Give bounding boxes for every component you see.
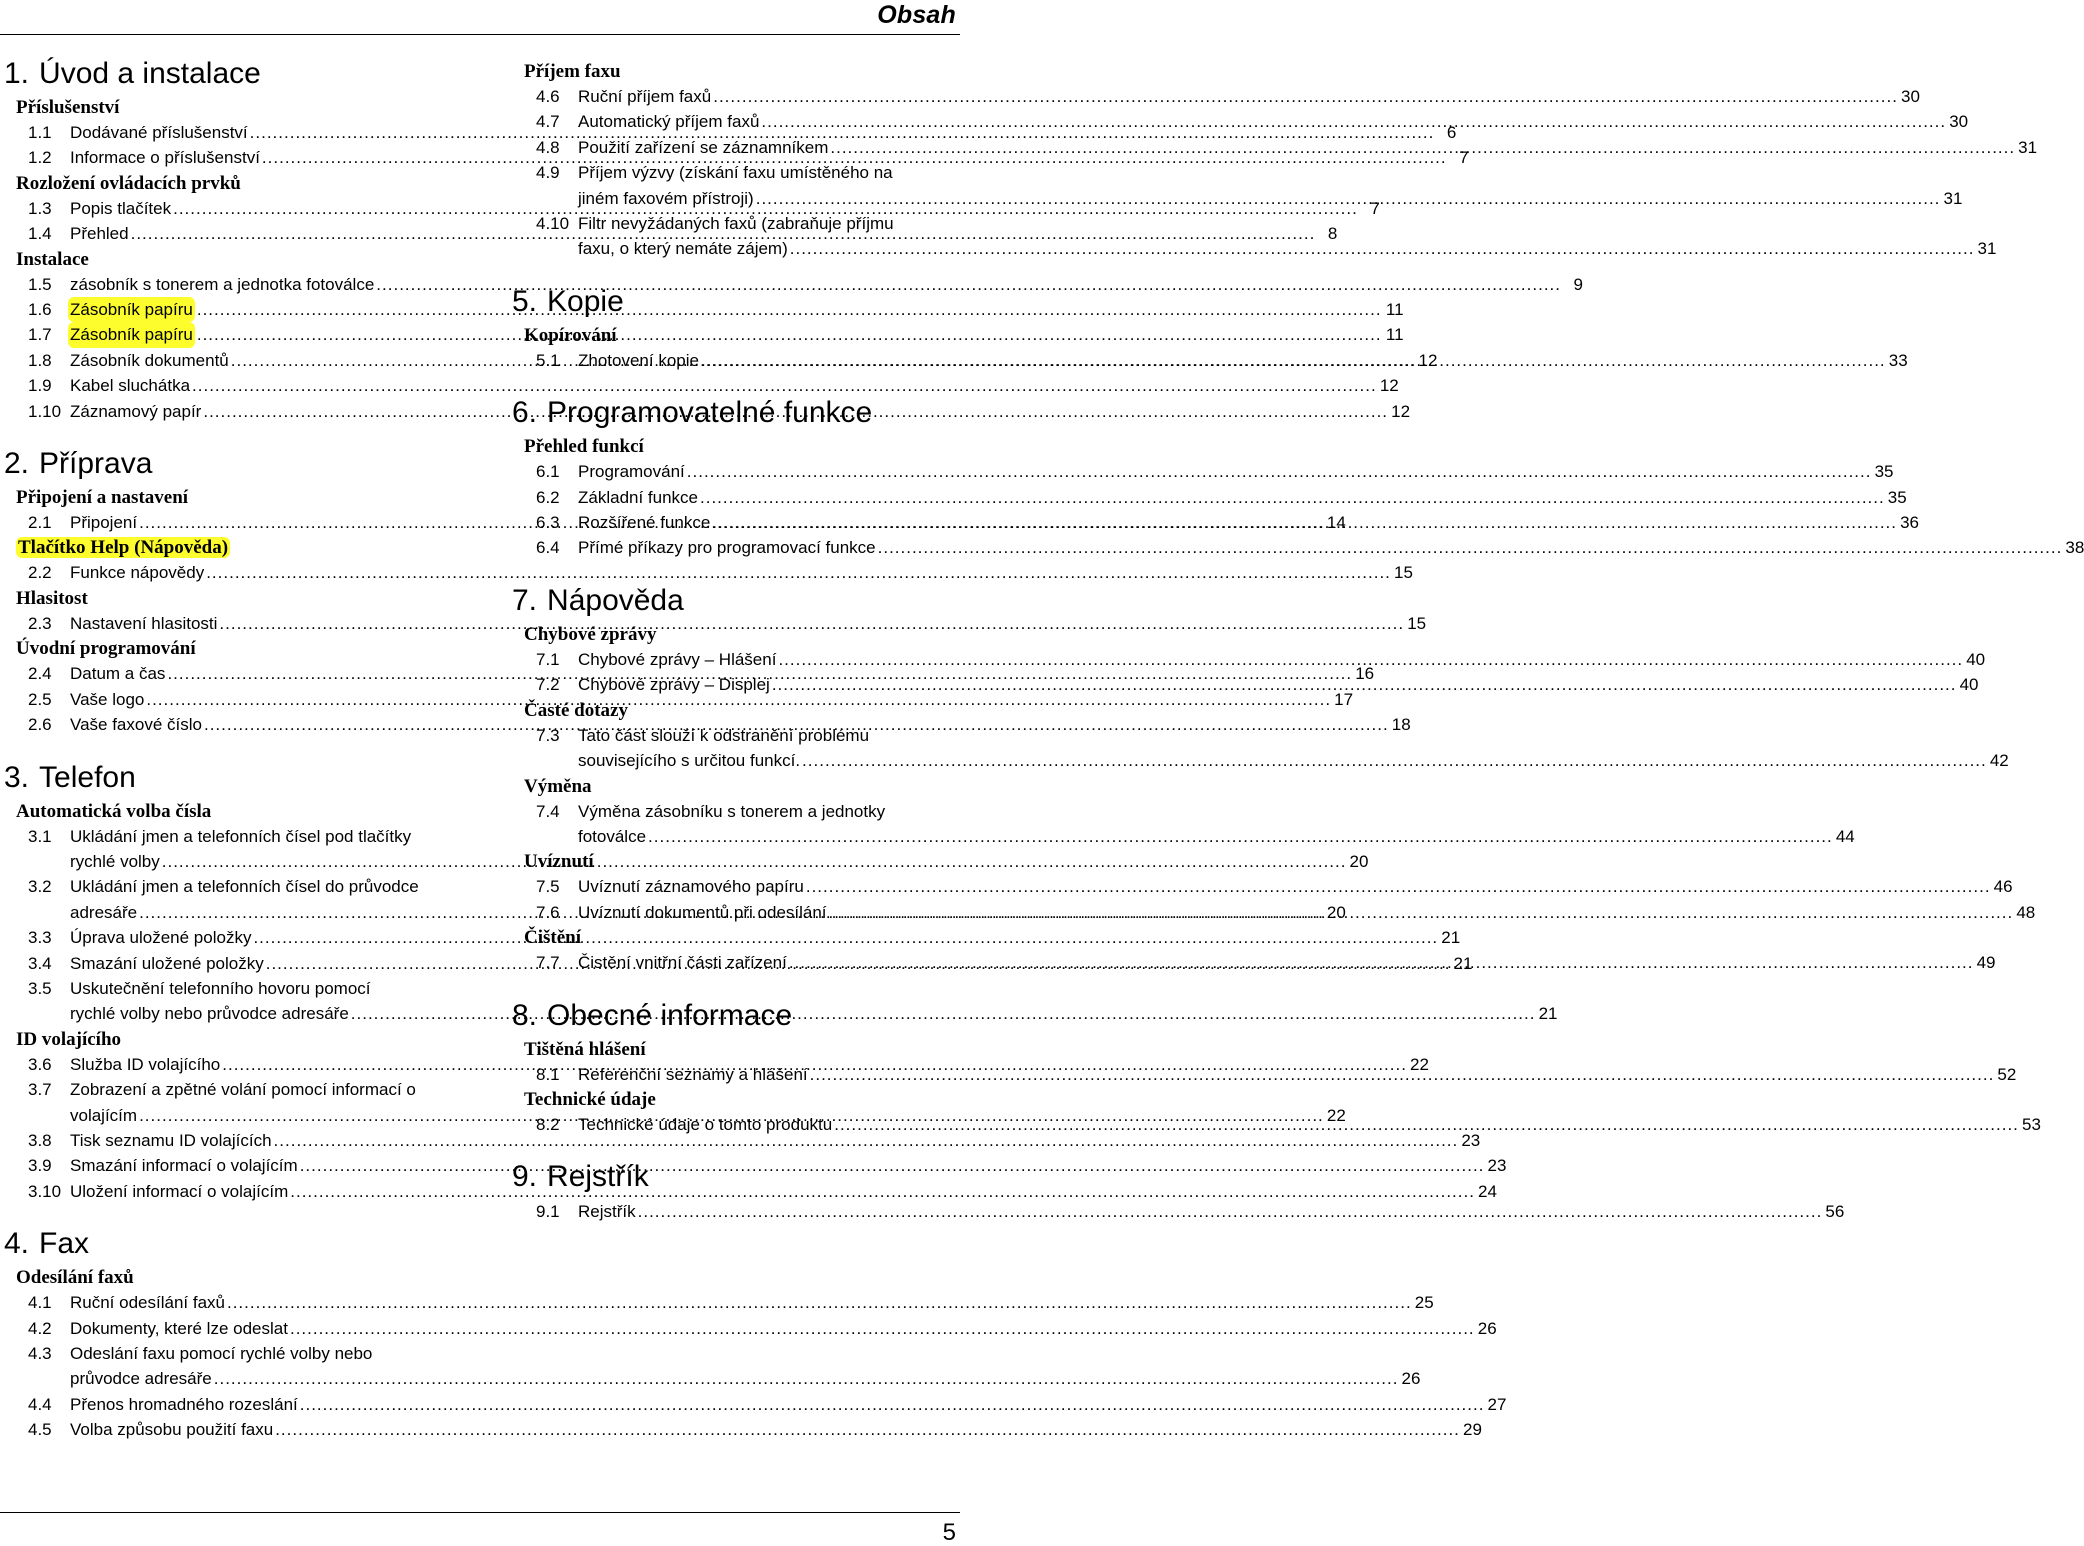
toc-entry[interactable] bbox=[4, 1417, 1482, 1442]
entry-number: 7.2 bbox=[536, 675, 560, 695]
entry-number: 7.7 bbox=[536, 953, 560, 973]
entry-number: 3.8 bbox=[28, 1130, 52, 1150]
toc-entry[interactable] bbox=[512, 211, 1997, 262]
section-heading[interactable]: Hlasitost bbox=[16, 587, 88, 609]
chapter-heading[interactable] bbox=[512, 393, 958, 433]
entry-title: Programování bbox=[578, 462, 685, 482]
chapter-heading[interactable] bbox=[512, 581, 958, 621]
dot-leader bbox=[214, 1366, 1399, 1391]
entry-page: 7 bbox=[1370, 198, 1380, 218]
entry-page: 23 bbox=[1461, 1130, 1481, 1150]
toc-entry[interactable] bbox=[4, 560, 1413, 585]
entry-title: Dokumenty, které lze odeslat bbox=[70, 1318, 288, 1338]
entry-number: 6.1 bbox=[536, 462, 560, 482]
entry-page: 20 bbox=[1349, 851, 1369, 871]
dot-leader bbox=[687, 459, 1872, 484]
entry-number: 2.3 bbox=[28, 613, 52, 633]
dot-leader bbox=[701, 348, 1886, 373]
dot-leader bbox=[648, 824, 1833, 849]
entry-title: Technické údaje o tomto produktu bbox=[578, 1114, 833, 1134]
section-heading[interactable]: ID volajícího bbox=[16, 1028, 122, 1050]
entry-page: 20 bbox=[1326, 902, 1346, 922]
entry-number: 7.3 bbox=[536, 725, 560, 745]
entry-title: Kabel sluchátka bbox=[70, 376, 191, 396]
entry-title: zásobník s tonerem a jednotka fotoválce bbox=[70, 274, 375, 294]
section-heading[interactable]: Výměna bbox=[524, 775, 592, 797]
entry-page: 12 bbox=[1418, 350, 1438, 370]
entry-page: 35 bbox=[1874, 462, 1894, 482]
toc-entry[interactable] bbox=[512, 535, 2084, 560]
chapter-number: 6. bbox=[512, 396, 538, 430]
entry-number: 1.3 bbox=[28, 198, 52, 218]
toc-entry[interactable] bbox=[512, 459, 1894, 484]
section-heading[interactable]: Přehled funkcí bbox=[524, 436, 644, 458]
entry-page: 31 bbox=[1977, 239, 1997, 259]
chapter-title: Fax bbox=[39, 1227, 90, 1261]
entry-number: 6.2 bbox=[536, 487, 560, 507]
entry-page: 52 bbox=[1997, 1064, 2017, 1084]
entry-page: 17 bbox=[1334, 689, 1354, 709]
entry-page: 21 bbox=[1453, 953, 1473, 973]
entry-title-line1: Uskutečnění telefonního hovoru pomocí bbox=[70, 978, 371, 998]
entry-title: souvisejícího s určitou funkcí. bbox=[578, 751, 801, 771]
entry-page: 24 bbox=[1478, 1181, 1497, 1201]
chapter-heading[interactable] bbox=[4, 444, 450, 484]
chapter-number: 3. bbox=[4, 760, 30, 794]
chapter-heading[interactable] bbox=[4, 758, 450, 798]
entry-number: 4.8 bbox=[536, 137, 560, 157]
entry-page: 11 bbox=[1385, 300, 1404, 320]
section-heading[interactable]: Připojení a nastavení bbox=[16, 487, 189, 509]
entry-title: Tisk seznamu ID volajících bbox=[70, 1130, 272, 1150]
dot-leader bbox=[713, 84, 1898, 109]
entry-number: 1.8 bbox=[28, 350, 52, 370]
entry-number: 1.6 bbox=[28, 300, 52, 320]
chapter-heading[interactable] bbox=[512, 996, 958, 1036]
entry-number: 2.6 bbox=[28, 715, 52, 735]
entry-title: Ruční odesílání faxů bbox=[70, 1293, 225, 1313]
entry-page: 22 bbox=[1410, 1054, 1429, 1074]
entry-title: Přenos hromadného rozeslání bbox=[70, 1394, 298, 1414]
header-title: Obsah bbox=[877, 1, 956, 29]
entry-title: Uložení informací o volajícím bbox=[70, 1181, 289, 1201]
dot-leader bbox=[789, 950, 1974, 975]
entry-number: 3.5 bbox=[28, 978, 52, 998]
toc-entry[interactable] bbox=[4, 1179, 1497, 1204]
chapter-number: 8. bbox=[512, 998, 538, 1032]
entry-page: 25 bbox=[1414, 1293, 1434, 1313]
dot-leader bbox=[878, 535, 2063, 560]
chapter-number: 5. bbox=[512, 284, 538, 318]
entry-title: Uvíznutí dokumentů při odesílání bbox=[578, 902, 827, 922]
section-heading[interactable]: Instalace bbox=[16, 248, 89, 270]
entry-page: 12 bbox=[1391, 401, 1411, 421]
entry-page: 38 bbox=[2065, 538, 2084, 558]
entry-number: 4.3 bbox=[28, 1344, 52, 1363]
entry-number: 2.2 bbox=[28, 563, 52, 583]
chapter-number: 4. bbox=[4, 1227, 30, 1261]
entry-number: 4.7 bbox=[536, 112, 560, 132]
entry-title-line1: Ukládání jmen a telefonních čísel pod tlačítky bbox=[70, 826, 412, 846]
entry-page: 12 bbox=[1379, 376, 1399, 396]
entry-page: 8 bbox=[1327, 224, 1338, 244]
dot-leader bbox=[772, 672, 1957, 697]
entry-title: Zhotovení kopie bbox=[578, 350, 699, 370]
entry-number: 1.9 bbox=[28, 376, 52, 396]
entry-number: 4.9 bbox=[536, 163, 560, 183]
entry-number: 4.10 bbox=[536, 214, 570, 234]
section-heading[interactable] bbox=[16, 536, 450, 560]
entry-number: 1.1 bbox=[28, 123, 52, 142]
toc-entry[interactable] bbox=[512, 485, 1907, 510]
entry-title-line1: Filtr nevyžádaných faxů (zabraňuje příjmu bbox=[578, 214, 894, 234]
entry-page: 30 bbox=[1901, 87, 1920, 106]
entry-title: Rozšířené funkce bbox=[578, 513, 711, 533]
chapter-number: 7. bbox=[512, 583, 538, 617]
dot-leader bbox=[290, 1316, 1475, 1341]
entry-page: 26 bbox=[1401, 1369, 1421, 1389]
entry-page: 44 bbox=[1835, 826, 1855, 846]
entry-number: 5.1 bbox=[536, 350, 560, 370]
entry-title: rychlé volby nebo průvodce adresáře bbox=[70, 1004, 349, 1024]
entry-number: 6.3 bbox=[536, 513, 560, 533]
entry-page: 46 bbox=[1993, 877, 2013, 897]
toc-entry[interactable] bbox=[512, 1199, 1845, 1224]
entry-title-line1: Příjem výzvy (získání faxu umístěného na bbox=[578, 163, 893, 183]
entry-title-line1: Ukládání jmen a telefonních čísel do průvodce bbox=[70, 877, 419, 897]
entry-title: Nastavení hlasitosti bbox=[70, 613, 218, 633]
entry-title-highlighted: Zásobník papíru bbox=[68, 322, 195, 347]
dot-leader bbox=[275, 1417, 1460, 1442]
entry-page: 42 bbox=[1989, 751, 2009, 771]
entry-title: Použití zařízení se záznamníkem bbox=[578, 137, 829, 157]
entry-title: volajícím bbox=[70, 1105, 138, 1125]
toc-entry[interactable] bbox=[512, 84, 1920, 109]
entry-number: 8.2 bbox=[536, 1114, 560, 1134]
chapter-title: Telefon bbox=[39, 760, 136, 794]
entry-title: adresáře bbox=[70, 902, 138, 922]
section-heading[interactable]: Kopírování bbox=[524, 324, 617, 346]
entry-number: 9.1 bbox=[536, 1202, 560, 1222]
entry-title: jiném faxovém přístroji) bbox=[578, 188, 754, 208]
dot-leader bbox=[300, 1392, 1485, 1417]
chapter-number: 9. bbox=[512, 1160, 538, 1194]
entry-number: 6.4 bbox=[536, 538, 560, 558]
chapter-number: 2. bbox=[4, 447, 30, 481]
toc-entry[interactable] bbox=[4, 1392, 1507, 1417]
entry-title-line1: Výměna zásobníku s tonerem a jednotky bbox=[578, 801, 886, 821]
entry-number: 2.5 bbox=[28, 689, 52, 709]
entry-number: 1.7 bbox=[28, 325, 52, 345]
dot-leader bbox=[638, 1199, 1823, 1224]
toc-entry[interactable] bbox=[512, 874, 2013, 899]
dot-leader bbox=[834, 1112, 2019, 1137]
entry-number: 4.4 bbox=[28, 1394, 52, 1414]
entry-page: 53 bbox=[2022, 1114, 2041, 1134]
entry-page: 30 bbox=[1949, 112, 1969, 132]
entry-number: 1.5 bbox=[28, 274, 52, 294]
entry-title: Datum a čas bbox=[70, 664, 166, 684]
entry-title: Dodávané příslušenství bbox=[70, 123, 248, 142]
entry-number: 1.4 bbox=[28, 224, 52, 244]
entry-number: 7.1 bbox=[536, 649, 560, 669]
entry-page: 15 bbox=[1407, 613, 1427, 633]
section-heading[interactable]: Odesílání faxů bbox=[16, 1267, 134, 1289]
entry-page: 14 bbox=[1326, 513, 1346, 533]
entry-number: 4.6 bbox=[536, 87, 560, 106]
entry-title: Přímé příkazy pro programovací funkce bbox=[578, 538, 876, 558]
entry-page: 29 bbox=[1462, 1420, 1482, 1440]
toc-entry[interactable] bbox=[512, 135, 2038, 160]
section-heading[interactable]: Automatická volba čísla bbox=[16, 800, 212, 822]
chapter-title: Obecné informace bbox=[547, 998, 793, 1032]
entry-page: 26 bbox=[1477, 1318, 1497, 1338]
toc-entry[interactable] bbox=[4, 1290, 1434, 1315]
chapter-title: Úvod a instalace bbox=[39, 57, 261, 90]
entry-number: 4.1 bbox=[28, 1293, 52, 1313]
entry-title-line1: Tato část slouží k odstranění problému bbox=[578, 725, 870, 745]
section-heading[interactable]: Příslušenství bbox=[16, 97, 120, 118]
chapter-title: Nápověda bbox=[547, 583, 684, 617]
dot-leader bbox=[802, 748, 1987, 773]
toc-entry[interactable] bbox=[512, 160, 1963, 211]
dot-leader bbox=[790, 236, 1975, 261]
section-heading[interactable]: Čištění bbox=[524, 927, 581, 949]
section-heading[interactable]: Úvodní programování bbox=[16, 638, 196, 660]
chapter-heading[interactable] bbox=[4, 54, 450, 94]
entry-page: 23 bbox=[1487, 1156, 1507, 1176]
dot-leader bbox=[756, 186, 1941, 211]
entry-title: Přehled bbox=[70, 224, 129, 244]
entry-title: Úprava uložené položky bbox=[70, 928, 252, 948]
entry-page: 6 bbox=[1446, 123, 1457, 142]
footer-divider bbox=[0, 1512, 960, 1513]
entry-number: 4.2 bbox=[28, 1318, 52, 1338]
section-heading[interactable]: Tištěná hlášení bbox=[524, 1038, 646, 1060]
dot-leader bbox=[712, 510, 1897, 535]
dot-leader bbox=[778, 647, 1963, 672]
chapter-heading[interactable] bbox=[512, 282, 958, 322]
entry-page: 21 bbox=[1538, 1004, 1558, 1024]
toc-entry[interactable] bbox=[4, 1341, 1421, 1392]
entry-title: Volba způsobu použití faxu bbox=[70, 1420, 274, 1440]
header-divider bbox=[0, 34, 960, 35]
entry-page: 11 bbox=[1385, 325, 1404, 345]
entry-number: 1.2 bbox=[28, 148, 52, 168]
entry-title: Vaše logo bbox=[70, 689, 145, 709]
dot-leader bbox=[830, 135, 2015, 160]
entry-page: 21 bbox=[1441, 928, 1461, 948]
section-heading[interactable]: Technické údaje bbox=[524, 1088, 656, 1110]
entry-title: Připojení bbox=[70, 513, 138, 533]
entry-page: 40 bbox=[1959, 675, 1979, 695]
entry-page: 56 bbox=[1825, 1202, 1845, 1222]
entry-page: 27 bbox=[1487, 1394, 1507, 1414]
entry-number: 7.4 bbox=[536, 801, 560, 821]
entry-number: 7.6 bbox=[536, 902, 560, 922]
section-heading[interactable]: Rozložení ovládacích prvků bbox=[16, 172, 241, 194]
entry-page: 22 bbox=[1326, 1105, 1346, 1125]
entry-page: 31 bbox=[2018, 137, 2038, 157]
toc-entry[interactable] bbox=[512, 799, 1855, 850]
entry-page: 36 bbox=[1900, 513, 1919, 533]
dot-leader bbox=[810, 1062, 1995, 1087]
entry-title: Základní funkce bbox=[578, 487, 699, 507]
entry-title: Chybové zprávy – Displej bbox=[578, 675, 770, 695]
entry-title: Ruční příjem faxů bbox=[578, 87, 712, 106]
toc-entry[interactable] bbox=[512, 647, 1986, 672]
dot-leader bbox=[761, 109, 1946, 134]
toc-entry[interactable] bbox=[512, 109, 1969, 134]
entry-number: 3.10 bbox=[28, 1181, 62, 1201]
entry-page: 15 bbox=[1393, 563, 1413, 583]
entry-page: 33 bbox=[1888, 350, 1908, 370]
entry-title: Čistění vnitřní části zařízení bbox=[578, 953, 787, 973]
entry-title-line1: Odeslání faxu pomocí rychlé volby nebo bbox=[70, 1344, 373, 1363]
entry-number: 4.5 bbox=[28, 1420, 52, 1440]
chapter-heading[interactable] bbox=[512, 1157, 958, 1197]
chapter-heading[interactable] bbox=[4, 1224, 450, 1264]
entry-title: faxu, o který nemáte zájem) bbox=[578, 239, 788, 259]
entry-title-highlighted: Zásobník papíru bbox=[68, 297, 195, 322]
entry-title: Referenční seznamy a hlášení bbox=[578, 1064, 808, 1084]
entry-title: Rejstřík bbox=[578, 1202, 636, 1222]
entry-page: 31 bbox=[1943, 188, 1963, 208]
entry-page: 16 bbox=[1355, 664, 1375, 684]
entry-title: fotoválce bbox=[578, 826, 647, 846]
entry-number: 2.1 bbox=[28, 513, 52, 533]
section-title-highlighted: Tlačítko Help (Nápověda) bbox=[18, 537, 229, 559]
entry-number: 3.6 bbox=[28, 1054, 52, 1074]
entry-title: Funkce nápovědy bbox=[70, 563, 205, 583]
section-heading[interactable]: Uvíznutí bbox=[524, 851, 594, 873]
entry-title: Smazání uložené položky bbox=[70, 953, 264, 973]
entry-title: Služba ID volajícího bbox=[70, 1054, 221, 1074]
dot-leader bbox=[806, 874, 1991, 899]
chapter-title: Programovatelné funkce bbox=[547, 396, 873, 430]
entry-number: 8.1 bbox=[536, 1064, 560, 1084]
chapter-title: Příprava bbox=[39, 447, 153, 481]
entry-title: Chybové zprávy – Hlášení bbox=[578, 649, 777, 669]
entry-title: Záznamový papír bbox=[70, 401, 202, 421]
entry-page: 48 bbox=[2016, 902, 2036, 922]
entry-number: 7.5 bbox=[536, 877, 560, 897]
toc-entry[interactable] bbox=[4, 1316, 1497, 1341]
entry-title: Zásobník dokumentů bbox=[70, 350, 229, 370]
entry-title: Uvíznutí záznamového papíru bbox=[578, 877, 804, 897]
entry-title: Vaše faxové číslo bbox=[70, 715, 202, 735]
entry-page: 35 bbox=[1887, 487, 1907, 507]
section-heading[interactable]: Chybové zprávy bbox=[524, 623, 657, 645]
entry-page: 49 bbox=[1976, 953, 1996, 973]
entry-title: průvodce adresáře bbox=[70, 1369, 212, 1389]
entry-title: Smazání informací o volajícím bbox=[70, 1156, 298, 1176]
entry-number: 3.3 bbox=[28, 928, 52, 948]
entry-page: 18 bbox=[1391, 715, 1411, 735]
entry-number: 3.9 bbox=[28, 1156, 52, 1176]
dot-leader bbox=[227, 1290, 1412, 1315]
entry-title: Popis tlačítek bbox=[70, 198, 172, 218]
entry-title: Informace o příslušenství bbox=[70, 148, 260, 168]
section-heading[interactable]: Časté dotazy bbox=[524, 699, 628, 721]
chapter-title: Rejstřík bbox=[547, 1160, 649, 1194]
toc-entry[interactable] bbox=[4, 373, 1399, 398]
entry-page: 7 bbox=[1459, 148, 1469, 168]
entry-number: 3.7 bbox=[28, 1080, 52, 1100]
toc-entry[interactable] bbox=[4, 1128, 1481, 1153]
entry-page: 9 bbox=[1573, 274, 1583, 294]
page-number: 5 bbox=[942, 1519, 956, 1546]
entry-number: 1.10 bbox=[28, 401, 62, 421]
dot-leader bbox=[700, 485, 1885, 510]
chapter-number: 1. bbox=[4, 57, 30, 90]
entry-title: Automatický příjem faxů bbox=[578, 112, 760, 132]
entry-page: 40 bbox=[1966, 649, 1986, 669]
entry-title-line1: Zobrazení a zpětné volání pomocí informací o bbox=[70, 1080, 416, 1100]
dot-leader bbox=[829, 900, 2014, 925]
toc-entry[interactable] bbox=[4, 272, 1583, 297]
entry-number: 3.2 bbox=[28, 877, 52, 897]
entry-number: 3.4 bbox=[28, 953, 52, 973]
entry-title: rychlé volby bbox=[70, 851, 160, 871]
section-heading[interactable]: Příjem faxu bbox=[524, 61, 621, 82]
entry-number: 3.1 bbox=[28, 826, 52, 846]
entry-number: 2.4 bbox=[28, 664, 52, 684]
chapter-title: Kopie bbox=[547, 284, 624, 318]
